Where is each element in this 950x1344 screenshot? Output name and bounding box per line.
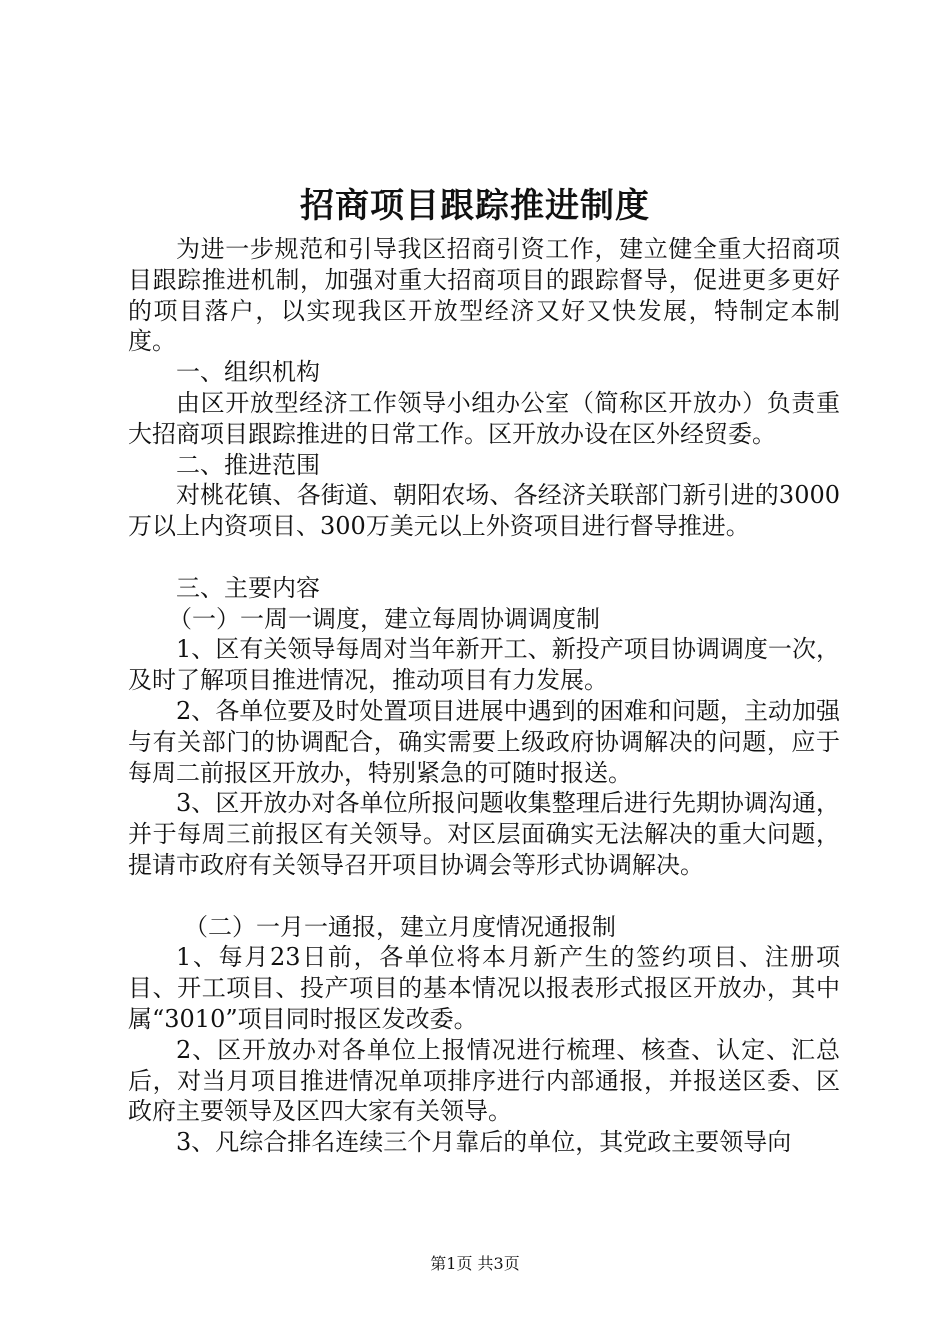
- subsection-heading-weekly: （一）一周一调度，建立每周协调调度制: [168, 604, 600, 633]
- paragraph-spacer: [128, 881, 840, 912]
- paragraph-spacer: [128, 542, 840, 573]
- section-heading-organization: 一、组织机构: [176, 358, 320, 387]
- section-heading-content: 三、主要内容: [176, 573, 320, 602]
- paragraph-scope: 对桃花镇、各街道、朝阳农场、各经济关联部门新引进的3000万以上内资项目、300万美元以上外资项目进行督导推进。: [128, 481, 840, 541]
- paragraph-organization: 由区开放型经济工作领导小组办公室（简称区开放办）负责重大招商项目跟踪推进的日常工作。区开放办设在区外经贸委。: [128, 388, 840, 448]
- intro-paragraph: 为进一步规范和引导我区招商引资工作，建立健全重大招商项目跟踪推进机制，加强对重大招商项目的跟踪督导，促进更多更好的项目落户，以实现我区开放型经济又好又快发展，特制定本制度。: [128, 235, 840, 356]
- paragraph-weekly-2: 2、各单位要及时处置项目进展中遇到的困难和问题，主动加强与有关部门的协调配合，确实需要上级政府协调解决的问题，应于每周二前报区开放办，特别紧急的可随时报送。: [128, 696, 840, 787]
- page-footer: 第1页 共3页: [430, 1254, 520, 1273]
- section-heading-scope: 二、推进范围: [176, 450, 320, 479]
- paragraph-monthly-3: 3、凡综合排名连续三个月靠后的单位，其党政主要领导向: [176, 1128, 792, 1157]
- document-body: [128, 234, 840, 1158]
- paragraph-weekly-1: 1、区有关领导每周对当年新开工、新投产项目协调调度一次，及时了解项目推进情况，推动项目有力发展。: [128, 635, 840, 695]
- document-title: 招商项目跟踪推进制度: [300, 186, 650, 226]
- paragraph-weekly-3: 3、区开放办对各单位所报问题收集整理后进行先期协调沟通，并于每周三前报区有关领导。对区层面确实无法解决的重大问题，提请市政府有关领导召开项目协调会等形式协调解决。: [128, 789, 840, 879]
- subsection-heading-monthly: （二）一月一通报，建立月度情况通报制: [184, 912, 616, 941]
- paragraph-monthly-1: 1、每月23日前，各单位将本月新产生的签约项目、注册项目、开工项目、投产项目的基本情况以报表形式报区开放办，其中属“3010”项目同时报区发改委。: [128, 943, 840, 1033]
- paragraph-monthly-2: 2、区开放办对各单位上报情况进行梳理、核查、认定、汇总后，对当月项目推进情况单项排序进行内部通报，并报送区委、区政府主要领导及区四大家有关领导。: [128, 1035, 840, 1126]
